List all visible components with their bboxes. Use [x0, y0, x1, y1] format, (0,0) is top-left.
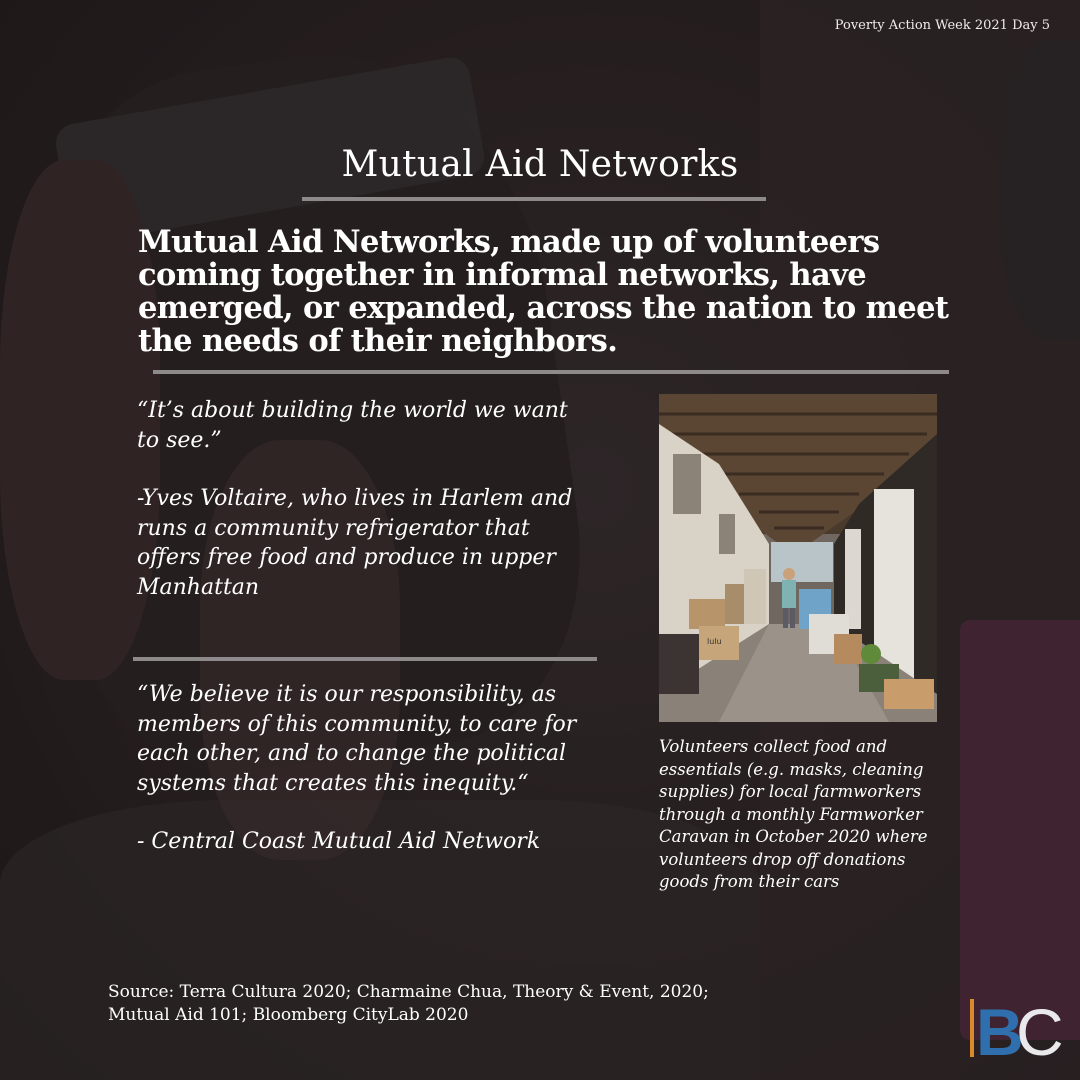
- quote-attribution: -Yves Voltaire, who lives in Harlem and runs a community refrigerator that offers free food and produce in upper Manhattan: [137, 486, 573, 600]
- logo-letter-b: B: [976, 996, 1024, 1060]
- quote-divider: [133, 657, 597, 661]
- box-label: lulu: [707, 637, 722, 646]
- lead-divider: [153, 370, 949, 374]
- quote-central-coast: [137, 680, 607, 857]
- lead-statement: Mutual Aid Networks, made up of volunteers coming together in informal networks, have emerged, or expanded, across the nation to meet the needs of their neighbors.: [138, 224, 949, 359]
- source-line: Mutual Aid 101; Bloomberg CityLab 2020: [108, 1005, 469, 1025]
- quote-text: “It’s about building the world we want to see.”: [137, 398, 568, 453]
- source-citation: [108, 981, 868, 1027]
- photo-caption: Volunteers collect food and essentials (e.g. masks, cleaning supplies) for local farmworkers through a monthly Farmworker Caravan in October 2020 where volunteers drop off donations goods from their cars: [659, 737, 928, 891]
- quote-text: “We believe it is our responsibility, as members of this community, to care for each other, and to change the political systems that creates this inequity.“: [137, 682, 577, 796]
- volunteer-photo: [659, 394, 937, 722]
- quote-voltaire: [137, 396, 577, 602]
- source-line: Source: Terra Cultura 2020; Charmaine Chua, Theory & Event, 2020;: [108, 982, 709, 1002]
- title-divider: [302, 197, 766, 201]
- quote-attribution: - Central Coast Mutual Aid Network: [137, 829, 541, 854]
- bc-logo: [970, 996, 1070, 1060]
- logo-letter-c: C: [1016, 996, 1064, 1060]
- series-tag: Poverty Action Week 2021 Day 5: [834, 18, 1050, 33]
- page-title: Mutual Aid Networks: [341, 144, 739, 185]
